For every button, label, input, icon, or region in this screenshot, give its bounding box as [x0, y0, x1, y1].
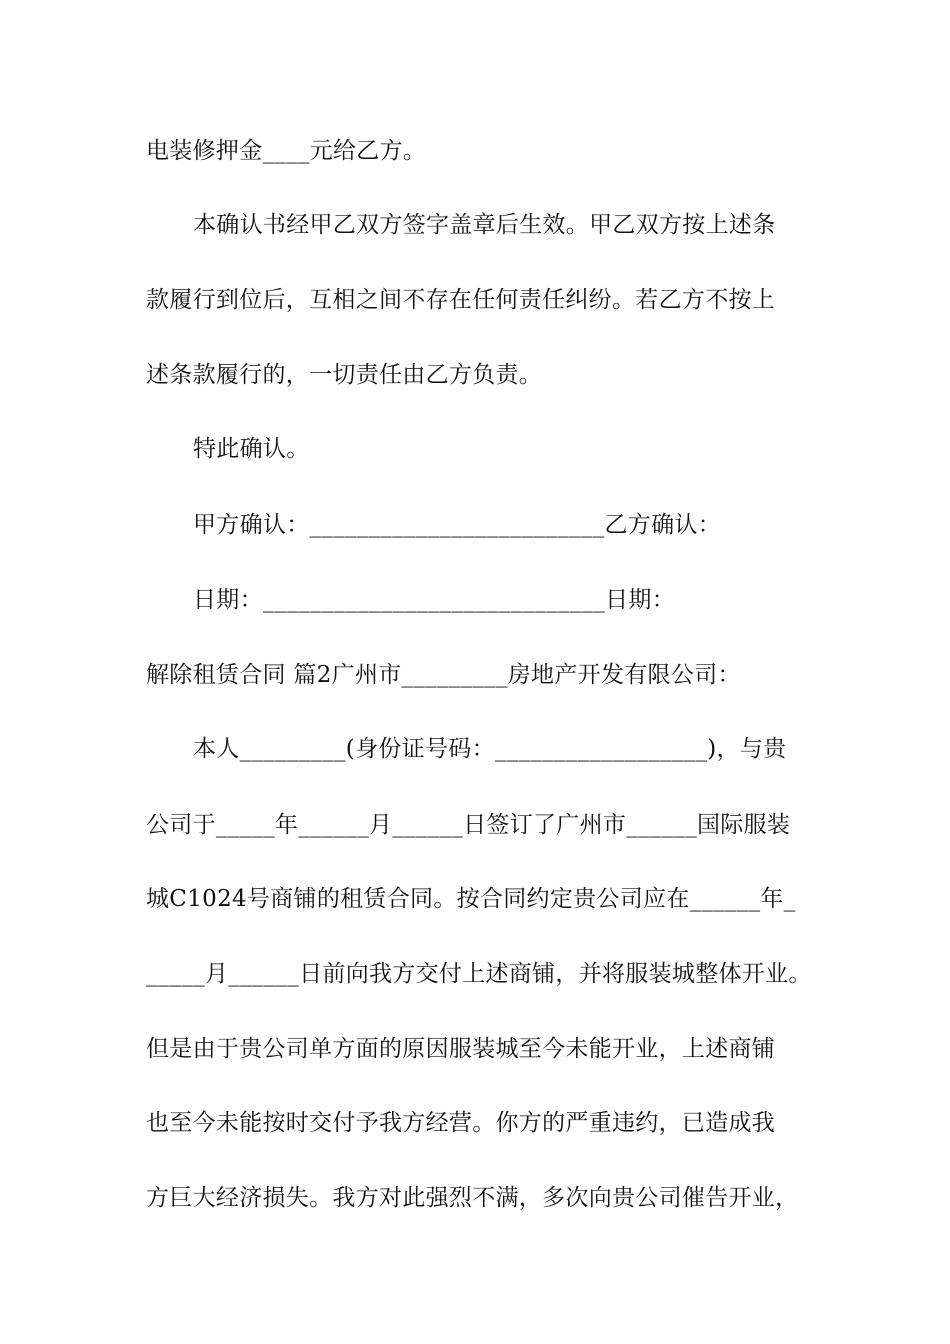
- text-line-14: 也至今未能按时交付予我方经营。你方的严重违约，已造成我: [146, 1110, 776, 1136]
- text-line-2: 本确认书经甲乙双方签字盖章后生效。甲乙双方按上述条: [193, 212, 776, 238]
- text-line-4: 述条款履行的，一切责任由乙方负责。: [146, 362, 543, 388]
- text-line-1: 电装修押金____元给乙方。: [146, 138, 427, 164]
- text-line-12: _____月______日前向我方交付上述商铺，并将服装城整体开业。: [146, 961, 812, 987]
- text-line-10: 公司于_____年______月______日签订了广州市______国际服装: [146, 812, 791, 838]
- text-line-5: 特此确认。: [193, 436, 310, 462]
- text-line-11: 城C1024号商铺的租赁合同。按合同约定贵公司应在______年_: [146, 886, 796, 912]
- text-line-3: 款履行到位后，互相之间不存在任何责任纠纷。若乙方不按上: [146, 287, 776, 313]
- text-line-13: 但是由于贵公司单方面的原因服装城至今未能开业，上述商铺: [146, 1036, 776, 1062]
- signature-line-party-a: 甲方确认：_________________________乙方确认：: [193, 512, 721, 538]
- section-heading: 解除租赁合同 篇2广州市_________房地产开发有限公司：: [146, 662, 741, 688]
- date-line: 日期：_____________________________日期：: [193, 587, 675, 613]
- text-line-15: 方巨大经济损失。我方对此强烈不满，多次向贵公司催告开业，: [146, 1185, 799, 1211]
- text-line-9: 本人_________(身份证号码：__________________)，与贵: [193, 736, 787, 762]
